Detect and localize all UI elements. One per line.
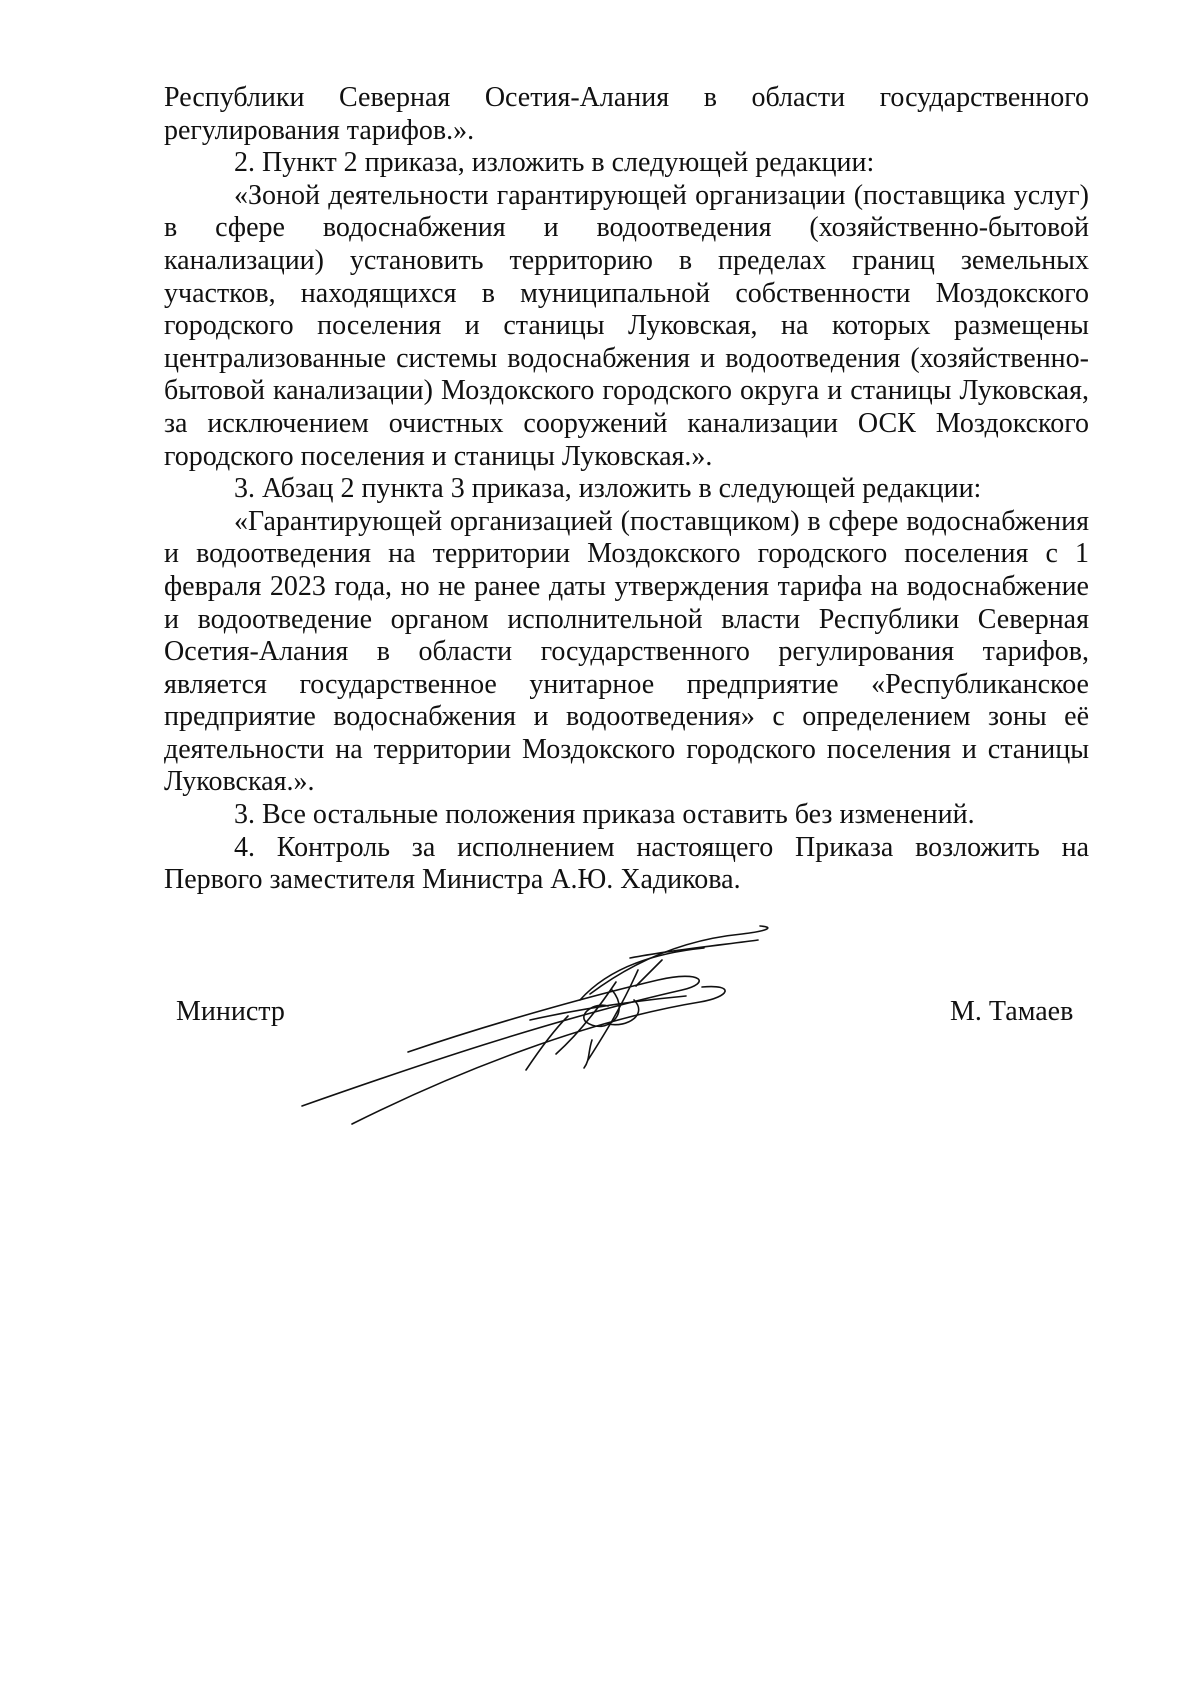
paragraph-item-3-text: «Гарантирующей организацией (поставщиком) в сфере водоснабжения и водоотведения на территории Моздокского городского поселения с 1 февраля 2023 года, но не ранее даты утверждения тарифа на водоснабжение и водоотведение органом исполнительной власти Республики Северная Осетия-Алания в области государственного регулирования тарифов, является государственное унитарное предприятие «Республиканское предприятие водоснабжения и водоотведения» с определением зоны её деятельности на территории Моздокского городского поселения и станицы Луковская.».: [164, 505, 1089, 798]
document-body: [164, 82, 1089, 897]
signatory-title: Министр: [176, 996, 285, 1027]
paragraph-continuation: Республики Северная Осетия-Алания в области государственного регулирования тарифов.».: [164, 82, 1089, 146]
paragraph-item-2-text: «Зоной деятельности гарантирующей организации (поставщика услуг) в сфере водоснабжения и водоотведения (хозяйственно-бытовой канализации) установить территорию в пределах границ земельных участков, находящихся в муниципальной собственности Моздокского городского поселения и станицы Луковская, на которых размещены централизованные системы водоснабжения и водоотведения (хозяйственно-бытовой канализации) Моздокского городского округа и станицы Луковская, за исключением очистных сооружений канализации ОСК Моздокского городского поселения и станицы Луковская.».: [164, 179, 1089, 472]
paragraph-item-3-other: 3. Все остальные положения приказа оставить без изменений.: [234, 799, 975, 831]
paragraph-item-3: 3. Абзац 2 пункта 3 приказа, изложить в следующей редакции:: [234, 473, 982, 505]
paragraph-item-4: 4. Контроль за исполнением настоящего Приказа возложить на Первого заместителя Министра А.Ю. Хадикова.: [164, 831, 1089, 896]
signatory-name: М. Тамаев: [950, 996, 1074, 1027]
paragraph-item-2: 2. Пункт 2 приказа, изложить в следующей редакции:: [234, 147, 875, 179]
handwritten-signature: [290, 920, 830, 1140]
